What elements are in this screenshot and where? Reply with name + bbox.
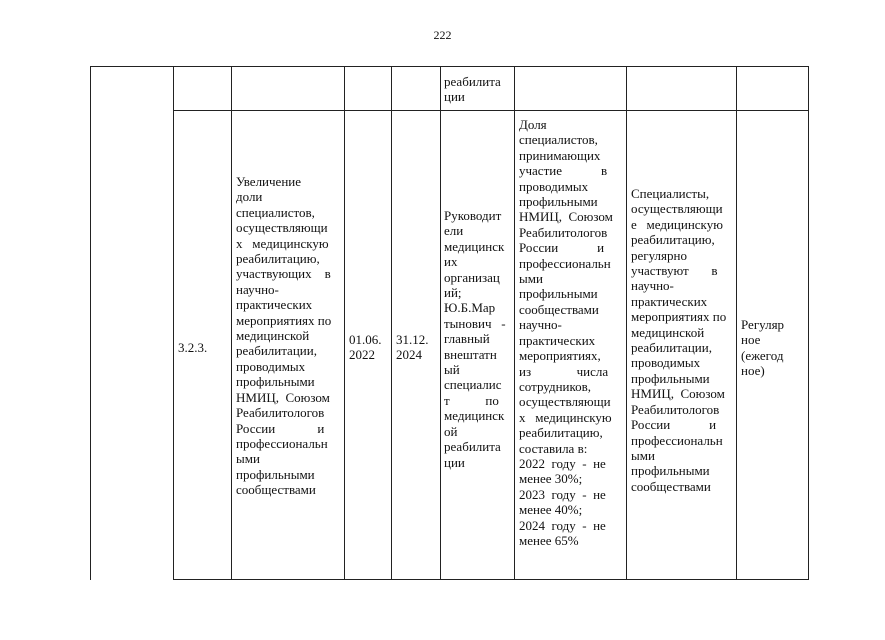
periodicity-cell: Регуляр ное (ежегод ное) [741,317,785,379]
task-cell: Увеличение доли специалистов, осуществляющи х медицинскую реабилитацию, участвующих в научно- практических мероприятиях по медицинской реабилитации, проводимых профильными НМИЦ, Союзом Реабилитологов России и профессиональн ыми профильными сообществами [236,174,332,498]
row-divider [173,110,809,111]
page-number: 222 [433,28,452,42]
result-cell: Специалисты, осуществляющи е медицинскую реабилитацию, регулярно участвуют в научно- практических мероприятиях по медицинской реабилитации, проводимых профильными НМИЦ, Союзом Реабилитологов России и профессиональн ыми профильными сообществами [631,186,727,494]
row-number-cell: 3.2.3. [178,340,208,355]
column-divider [440,66,441,580]
responsible-cell: Руководит ели медицинск их организац ий; Ю.Б.Мар тынович - главный внештатн ый специалис т по медицинск ой реабилита ции [444,208,506,470]
column-divider [391,66,392,580]
table-border-left [90,66,91,580]
continued-responsible-cell: реабилита ции [444,74,501,105]
indicator-cell: Доля специалистов, принимающих участие в проводимых профильными НМИЦ, Союзом Реабилитологов России и профессиональн ыми профильными сообществами научно- практических мероприятиях, из числа сотрудников, осуществляющи х медицинскую реабилитацию, составила в: 2022 году - не менее 30%; 2023 году - не менее 40%; 2024 году - не менее 65% [519,117,613,548]
column-divider [173,66,174,580]
column-divider [736,66,737,580]
table-border-top [90,66,809,67]
start-date-cell: 01.06. 2022 [349,332,382,363]
column-divider [231,66,232,580]
column-divider [344,66,345,580]
column-divider [626,66,627,580]
column-divider [514,66,515,580]
table-border-right [808,66,809,580]
end-date-cell: 31.12. 2024 [396,332,429,363]
table-border-bottom [173,579,809,580]
